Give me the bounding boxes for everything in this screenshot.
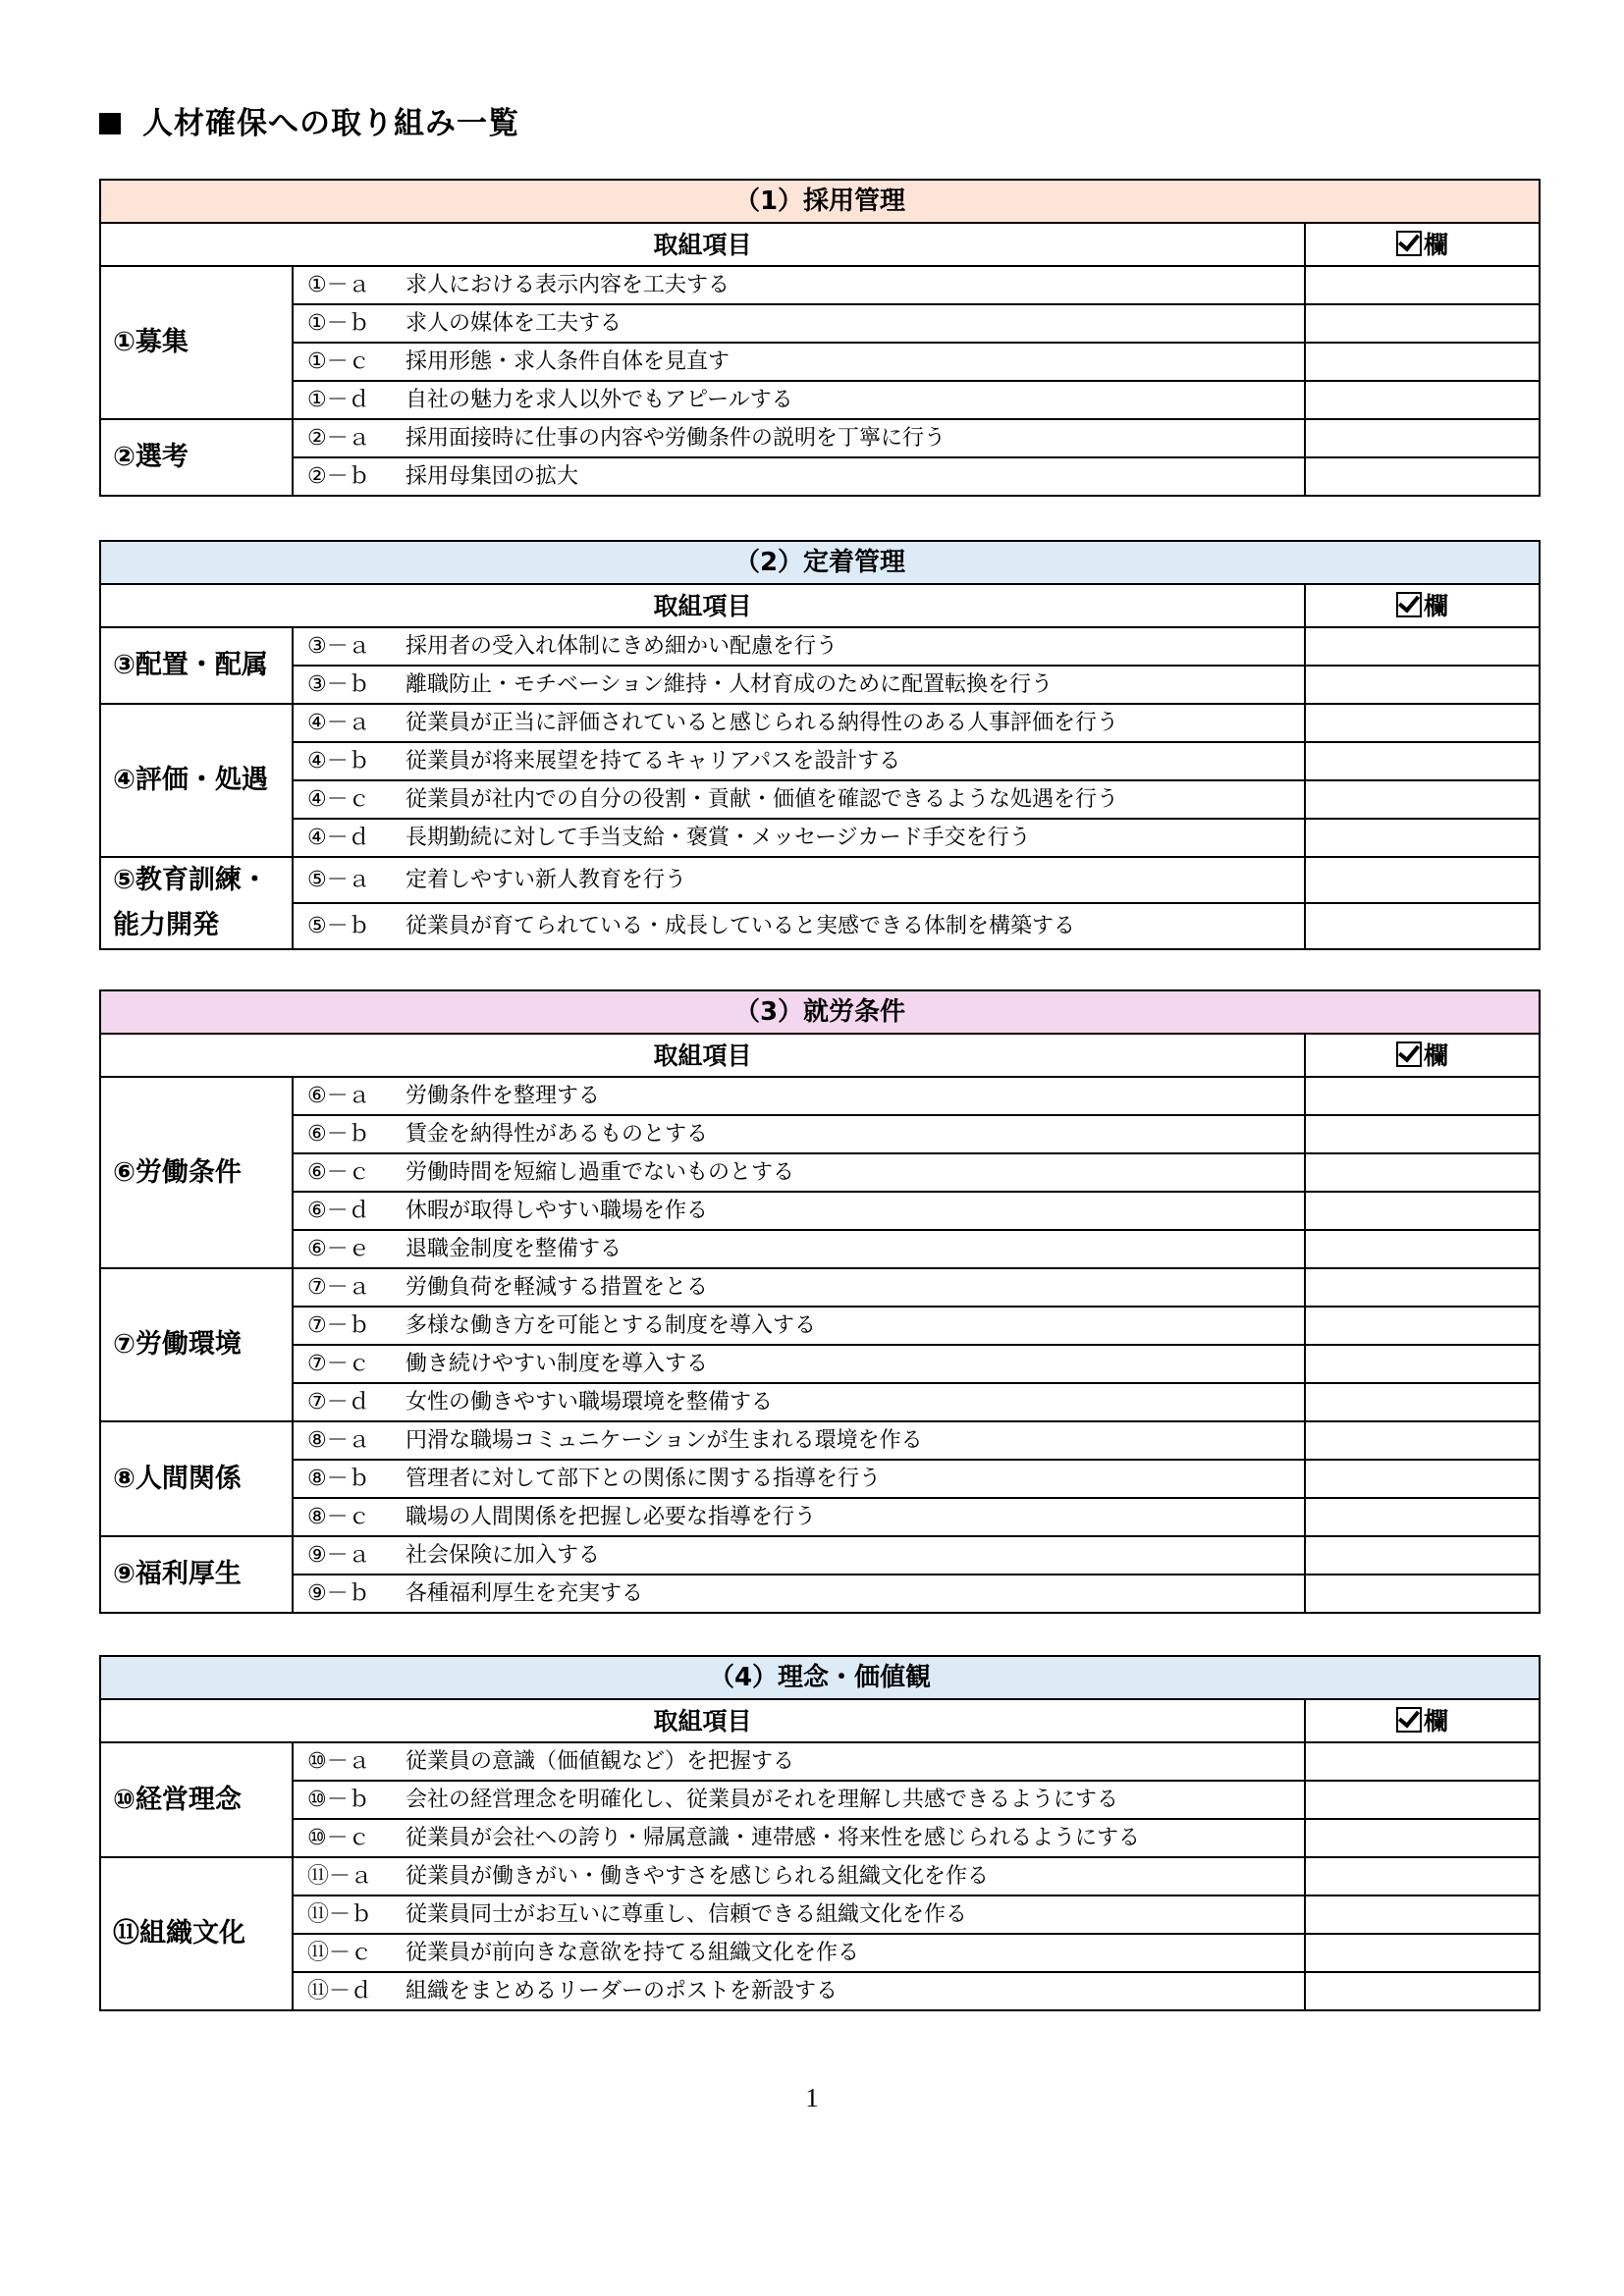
category-label-line: ⑤教育訓練・: [113, 865, 268, 895]
category-label: [100, 1421, 293, 1536]
item-cell: [293, 1115, 1305, 1153]
item-row: [100, 780, 1540, 819]
category-label-line: ⑥労働条件: [113, 1156, 242, 1188]
item-row: [100, 343, 1540, 381]
category-label: [100, 627, 293, 704]
category-label-line: ⑪組織文化: [113, 1918, 245, 1949]
item-cell: [293, 903, 1305, 949]
item-cell: [293, 666, 1305, 704]
category-label: [100, 1536, 293, 1613]
item-code: ④－ａ: [307, 711, 370, 735]
item-text: 採用形態・求人条件自体を見直す: [406, 349, 731, 374]
check-cell[interactable]: [1305, 1934, 1540, 1972]
item-code: ⑩－ａ: [307, 1749, 370, 1774]
category-label-line: ②選考: [113, 442, 189, 472]
item-text: 離職防止・モチベーション維持・人材育成のために配置転換を行う: [406, 672, 1054, 697]
item-row: [100, 627, 1540, 666]
check-cell[interactable]: [1305, 304, 1540, 343]
item-code: ⑦－ｄ: [307, 1390, 370, 1415]
column-header-check-label: 欄: [1424, 1041, 1449, 1070]
item-cell: [293, 266, 1305, 304]
item-cell: [293, 1819, 1305, 1857]
item-code: ⑥－ｂ: [307, 1122, 370, 1147]
column-header-check: [1305, 584, 1540, 627]
item-code: ⑧－ｂ: [307, 1467, 370, 1491]
item-cell: [293, 1421, 1305, 1460]
item-cell: [293, 1781, 1305, 1819]
category-label-line: ④評価・処遇: [113, 765, 268, 795]
item-code: ⑩－ｂ: [307, 1788, 370, 1812]
item-row: [100, 704, 1540, 742]
column-header-item: 取組項目: [100, 1034, 1305, 1077]
check-cell[interactable]: [1305, 381, 1540, 419]
item-row: [100, 1421, 1540, 1460]
section-table: [99, 179, 1541, 497]
item-row: [100, 819, 1540, 857]
item-text: 退職金制度を整備する: [406, 1237, 623, 1261]
item-row: [100, 1077, 1540, 1115]
item-row: [100, 1153, 1540, 1192]
item-cell: [293, 1345, 1305, 1383]
item-cell: [293, 1536, 1305, 1575]
item-code: ⑧－ａ: [307, 1428, 370, 1453]
item-code: ⑪－ａ: [307, 1864, 373, 1889]
item-row: [100, 1268, 1540, 1307]
item-text: 従業員が前向きな意欲を持てる組織文化を作る: [406, 1941, 860, 1965]
check-cell[interactable]: [1305, 1819, 1540, 1857]
item-cell: [293, 1383, 1305, 1421]
item-code: ⑥－ｃ: [307, 1160, 370, 1185]
item-cell: [293, 381, 1305, 419]
check-cell[interactable]: [1305, 1383, 1540, 1421]
category-label-line: ①募集: [113, 327, 189, 357]
item-code: ⑦－ｃ: [307, 1352, 370, 1376]
item-code: ⑤－ｂ: [307, 914, 370, 938]
item-text: 賃金を納得性があるものとする: [406, 1122, 709, 1147]
item-row: [100, 1819, 1540, 1857]
item-cell: [293, 1077, 1305, 1115]
item-cell: [293, 780, 1305, 819]
page-title-text: 人材確保への取り組み一覧: [142, 106, 519, 141]
item-row: [100, 1498, 1540, 1536]
section-header-row: [100, 990, 1540, 1034]
check-cell[interactable]: [1305, 1307, 1540, 1345]
item-cell: [293, 1153, 1305, 1192]
category-label-line: 能力開発: [113, 910, 219, 940]
item-row: [100, 666, 1540, 704]
category-label: [100, 857, 293, 949]
section-table: [99, 540, 1541, 950]
square-bullet-icon: [99, 113, 121, 134]
item-cell: [293, 1192, 1305, 1230]
item-row: [100, 457, 1540, 496]
item-row: [100, 1781, 1540, 1819]
check-cell[interactable]: [1305, 1857, 1540, 1896]
column-header-row: [100, 223, 1540, 266]
item-cell: [293, 457, 1305, 496]
item-code: ⑨－ａ: [307, 1543, 370, 1568]
checkbox-checked-icon: [1396, 592, 1422, 617]
item-row: [100, 1345, 1540, 1383]
item-row: [100, 1460, 1540, 1498]
item-row: [100, 857, 1540, 903]
section-table: [99, 989, 1541, 1614]
section-table: [99, 1655, 1541, 2011]
item-code: ⑧－ｃ: [307, 1505, 370, 1529]
column-header-item: 取組項目: [100, 1699, 1305, 1742]
column-header-check: [1305, 223, 1540, 266]
category-label-line: ⑧人間関係: [113, 1463, 242, 1494]
item-row: [100, 1934, 1540, 1972]
item-text: 多様な働き方を可能とする制度を導入する: [406, 1313, 817, 1338]
item-text: 採用母集団の拡大: [406, 464, 579, 489]
item-row: [100, 1230, 1540, 1268]
item-code: ⑥－ｅ: [307, 1237, 370, 1261]
item-text: 採用面接時に仕事の内容や労働条件の説明を丁寧に行う: [406, 426, 947, 451]
section-title: （2）定着管理: [100, 541, 1540, 584]
column-header-check-label: 欄: [1424, 591, 1449, 620]
item-cell: [293, 1460, 1305, 1498]
category-label: [100, 419, 293, 496]
item-text: 会社の経営理念を明確化し、従業員がそれを理解し共感できるようにする: [406, 1788, 1119, 1812]
item-code: ①－ａ: [307, 273, 370, 297]
column-header-check-label: 欄: [1423, 1706, 1448, 1735]
item-code: ⑪－ｂ: [307, 1902, 373, 1927]
section-header-row: [100, 1656, 1540, 1699]
item-row: [100, 1857, 1540, 1896]
item-code: ①－ｃ: [307, 349, 370, 374]
item-cell: [293, 1498, 1305, 1536]
item-text: 円滑な職場コミュニケーションが生まれる環境を作る: [406, 1428, 923, 1453]
page-number: 1: [805, 2083, 819, 2112]
item-text: 定着しやすい新人教育を行う: [406, 868, 687, 892]
check-cell[interactable]: [1305, 1230, 1540, 1268]
section-title: （4）理念・価値観: [100, 1656, 1540, 1699]
item-text: 採用者の受入れ体制にきめ細かい配慮を行う: [406, 634, 839, 659]
item-text: 従業員が育てられている・成長していると実感できる体制を構築する: [406, 914, 1076, 938]
section-header-row: [100, 180, 1540, 223]
item-code: ⑥－ｄ: [307, 1199, 370, 1223]
check-cell[interactable]: [1305, 1742, 1540, 1781]
item-text: 労働時間を短縮し過重でないものとする: [406, 1160, 795, 1185]
item-row: [100, 1383, 1540, 1421]
item-cell: [293, 742, 1305, 780]
item-row: [100, 1575, 1540, 1613]
category-label: [100, 1742, 293, 1857]
item-text: 自社の魅力を求人以外でもアピールする: [406, 388, 793, 412]
item-text: 社会保険に加入する: [406, 1543, 601, 1568]
check-cell[interactable]: [1305, 457, 1540, 496]
check-cell[interactable]: [1305, 1345, 1540, 1383]
column-header-check-label: 欄: [1424, 230, 1449, 259]
item-row: [100, 1115, 1540, 1153]
item-text: 労働条件を整理する: [406, 1084, 601, 1108]
check-cell[interactable]: [1305, 1575, 1540, 1613]
check-cell[interactable]: [1305, 1153, 1540, 1192]
item-code: ⑪－ｃ: [307, 1941, 373, 1965]
category-label: [100, 1857, 293, 2010]
item-code: ⑤－ａ: [307, 868, 370, 892]
item-text: 働き続けやすい制度を導入する: [406, 1352, 709, 1376]
item-cell: [293, 1307, 1305, 1345]
item-code: ①－ｄ: [307, 388, 370, 412]
item-code: ③－ａ: [307, 634, 370, 659]
item-cell: [293, 1268, 1305, 1307]
item-row: [100, 1742, 1540, 1781]
item-text: 従業員が社内での自分の役割・貢献・価値を確認できるような処遇を行う: [406, 787, 1119, 812]
column-header-row: [100, 1699, 1540, 1742]
item-row: [100, 419, 1540, 457]
item-text: 従業員が正当に評価されていると感じられる納得性のある人事評価を行う: [406, 711, 1119, 735]
column-header-item: 取組項目: [100, 584, 1305, 627]
section-title: （1）採用管理: [100, 180, 1540, 223]
item-row: [100, 266, 1540, 304]
item-cell: [293, 704, 1305, 742]
category-label-line: ⑨福利厚生: [113, 1559, 242, 1589]
item-code: ①－ｂ: [307, 311, 370, 336]
check-cell[interactable]: [1305, 419, 1540, 457]
item-code: ⑩－ｃ: [307, 1826, 370, 1850]
check-cell[interactable]: [1305, 1972, 1540, 2010]
category-label-line: ⑦労働環境: [113, 1329, 242, 1360]
check-cell[interactable]: [1305, 819, 1540, 857]
check-cell[interactable]: [1305, 1896, 1540, 1934]
item-text: 従業員の意識（価値観など）を把握する: [406, 1749, 795, 1774]
item-code: ⑨－ｂ: [307, 1581, 370, 1606]
item-cell: [293, 819, 1305, 857]
category-label: [100, 704, 293, 857]
check-cell[interactable]: [1305, 1115, 1540, 1153]
check-cell[interactable]: [1305, 1192, 1540, 1230]
item-row: [100, 1972, 1540, 2010]
item-cell: [293, 1896, 1305, 1934]
item-row: [100, 1896, 1540, 1934]
item-cell: [293, 1742, 1305, 1781]
column-header-item: 取組項目: [100, 223, 1305, 266]
item-code: ⑪－ｄ: [307, 1979, 373, 2003]
check-cell[interactable]: [1305, 1421, 1540, 1460]
item-cell: [293, 1575, 1305, 1613]
item-text: 長期勤続に対して手当支給・褒賞・メッセージカード手交を行う: [406, 826, 1031, 850]
item-code: ④－ｂ: [307, 749, 370, 774]
check-cell[interactable]: [1305, 704, 1540, 742]
check-cell[interactable]: [1305, 742, 1540, 780]
item-code: ③－ｂ: [307, 672, 370, 697]
item-text: 労働負荷を軽減する措置をとる: [406, 1275, 709, 1300]
column-header-row: [100, 1034, 1540, 1077]
checkbox-checked-icon: [1396, 231, 1422, 256]
item-row: [100, 742, 1540, 780]
checkbox-checked-icon: [1396, 1041, 1422, 1067]
item-cell: [293, 627, 1305, 666]
category-label: [100, 266, 293, 419]
item-text: 女性の働きやすい職場環境を整備する: [406, 1390, 774, 1415]
check-cell[interactable]: [1305, 627, 1540, 666]
item-code: ⑦－ａ: [307, 1275, 370, 1300]
section-header-row: [100, 541, 1540, 584]
checkbox-checked-icon: [1396, 1707, 1422, 1733]
check-cell[interactable]: [1305, 343, 1540, 381]
item-cell: [293, 1230, 1305, 1268]
item-code: ④－ｄ: [307, 826, 370, 850]
item-code: ⑦－ｂ: [307, 1313, 370, 1338]
check-cell[interactable]: [1305, 857, 1540, 903]
item-cell: [293, 1972, 1305, 2010]
item-cell: [293, 343, 1305, 381]
page-title: [99, 98, 519, 142]
item-text: 休暇が取得しやすい職場を作る: [406, 1199, 709, 1223]
item-code: ②－ｂ: [307, 464, 370, 489]
item-row: [100, 1307, 1540, 1345]
item-code: ②－ａ: [307, 426, 370, 451]
category-label-line: ③配置・配属: [113, 650, 268, 680]
item-cell: [293, 1857, 1305, 1896]
check-cell[interactable]: [1305, 780, 1540, 819]
item-text: 求人における表示内容を工夫する: [406, 273, 731, 297]
item-row: [100, 903, 1540, 949]
check-cell[interactable]: [1305, 1498, 1540, 1536]
column-header-check: [1305, 1034, 1540, 1077]
check-cell[interactable]: [1305, 666, 1540, 704]
section-title: （3）就労条件: [100, 990, 1540, 1034]
category-label: [100, 1077, 293, 1268]
check-cell[interactable]: [1305, 1268, 1540, 1307]
item-code: ④－ｃ: [307, 787, 370, 812]
check-cell[interactable]: [1305, 1077, 1540, 1115]
check-cell[interactable]: [1305, 1781, 1540, 1819]
check-cell[interactable]: [1305, 1536, 1540, 1575]
item-text: 従業員同士がお互いに尊重し、信頼できる組織文化を作る: [406, 1902, 968, 1927]
check-cell[interactable]: [1305, 266, 1540, 304]
item-text: 管理者に対して部下との関係に関する指導を行う: [406, 1467, 882, 1491]
check-cell[interactable]: [1305, 903, 1540, 949]
column-header-row: [100, 584, 1540, 627]
item-text: 求人の媒体を工夫する: [406, 311, 623, 336]
category-label-line: ⑩経営理念: [113, 1784, 242, 1815]
item-text: 従業員が働きがい・働きやすさを感じられる組織文化を作る: [406, 1864, 990, 1889]
check-cell[interactable]: [1305, 1460, 1540, 1498]
item-text: 各種福利厚生を充実する: [406, 1581, 644, 1606]
item-text: 組織をまとめるリーダーのポストを新設する: [406, 1979, 839, 2003]
item-row: [100, 1536, 1540, 1575]
item-row: [100, 381, 1540, 419]
item-text: 従業員が会社への誇り・帰属意識・連帯感・将来性を感じられるようにする: [406, 1826, 1141, 1850]
category-label: [100, 1268, 293, 1421]
column-header-check: [1305, 1699, 1540, 1742]
item-text: 職場の人間関係を把握し必要な指導を行う: [406, 1505, 817, 1529]
item-text: 従業員が将来展望を持てるキャリアパスを設計する: [406, 749, 901, 774]
item-row: [100, 304, 1540, 343]
item-cell: [293, 419, 1305, 457]
item-code: ⑥－ａ: [307, 1084, 370, 1108]
item-cell: [293, 857, 1305, 903]
item-cell: [293, 304, 1305, 343]
item-cell: [293, 1934, 1305, 1972]
item-row: [100, 1192, 1540, 1230]
